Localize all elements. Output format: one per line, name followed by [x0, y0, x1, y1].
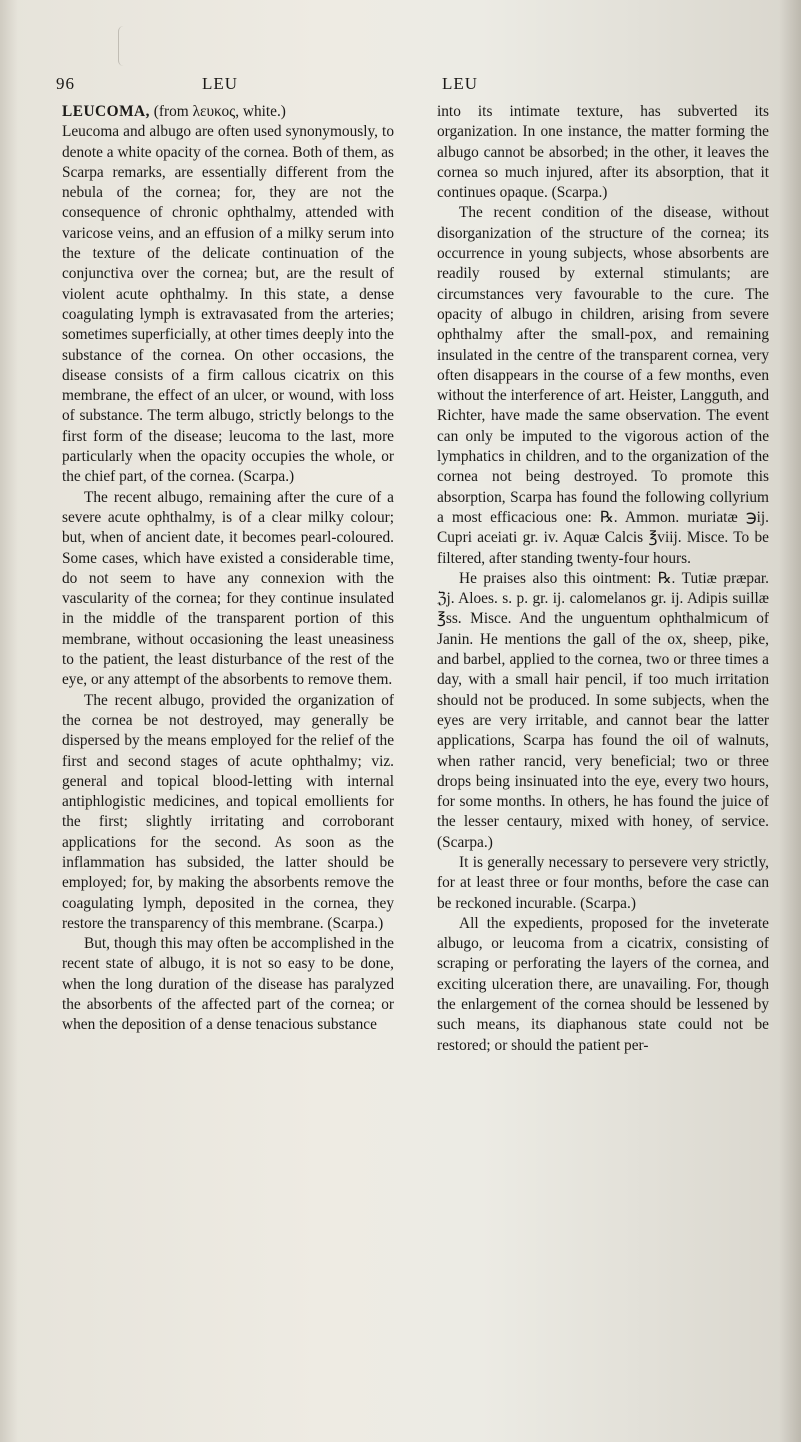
paragraph: But, though this may often be accomplished in the recent state of albugo, it is not so easy to be done, when the long duration of the disease has paralyzed the absorbents of the affected part of the cornea; or when the deposition of a dense tenacious substance — [62, 935, 394, 1034]
scan-shadow-left — [0, 0, 18, 1442]
ink-mark — [118, 26, 129, 66]
paragraph: Leucoma and albugo are often used synonymously, to denote a white opacity of the cornea. Both of them, as Scarpa remarks, are essentially different from the nebula of the cornea; for, they are not the consequence of chronic ophthalmy, attended with varicose veins, and an effusion of a milky serum into the texture of the delicate continuation of the conjunctiva over the cornea; but, are the result of violent acute ophthalmy. In this state, a dense coagulating lymph is extravasated from the arteries; sometimes superficially, at other times deeply into the substance of the cornea. On other occasions, the disease consists of a firm callous cicatrix on this membrane, the effect of an ulcer, or wound, with loss of substance. The term albugo, strictly belongs to the first form of the disease; leucoma to the last, more particularly when the opacity occupies the whole, or the chief part, of the cornea. (Scarpa.) — [62, 123, 394, 486]
paragraph: The recent albugo, remaining after the cure of a severe acute ophthalmy, is of a clear milky colour; but, when of ancient date, it becomes pearl-coloured. Some cases, which have existed a considerable time, do not seem to have any connexion with the vascularity of the cornea; for they continue insulated in the middle of the transparent portion of this membrane, without occasioning the least uneasiness to the patient, the least disturbance of the rest of the eye, or any attempt of the absorbents to remove them. — [62, 488, 394, 689]
paragraph: The recent albugo, provided the organization of the cornea be not destroyed, may generally be dispersed by the means employed for the relief of the first and second stages of acute ophthalmy; viz. general and topical blood-letting with internal antiphlogistic medicines, and topical emollients for the first; slightly irritating and corroborant applications for the second. As soon as the inflammation has subsided, the latter should be employed; for, by making the absorbents remove the coagulating lymph, deposited in the cornea, they restore the transparency of this membrane. (Scarpa.) — [62, 691, 394, 932]
running-head — [0, 74, 801, 96]
paragraph: All the expedients, proposed for the inveterate albugo, or leucoma from a cicatrix, consisting of scraping or perforating the layers of the cornea, and exciting ulceration there, are unavailing. For, though the enlargement of the cornea should be lessened by such means, its diaphanous state could not be restored; or should the patient per- — [437, 914, 769, 1054]
scan-shadow-right — [779, 0, 801, 1442]
page-number: 96 — [56, 74, 75, 93]
paragraph: He praises also this ointment: ℞. Tutiæ præpar. ℨj. Aloes. s. p. gr. ij. calomelanos gr. ij. Adipis suillæ ℥ss. Misce. And the unguentum ophthalmicum of Janin. He mentions the gall of the ox, sheep, pike, and barbel, applied to the cornea, two or three times a day, with a small hair pencil, if too much irritation should not be produced. In some subjects, when the eyes are very irritable, and cannot bear the latter applications, Scarpa has found the oil of walnuts, when rather rancid, very beneficial; two or three drops being insinuated into the eye, every two hours, for some months. In others, he has found the juice of the lesser centaury, mixed with honey, of service. (Scarpa.) — [437, 569, 769, 851]
paragraph: into its intimate texture, has subverted its organization. In one instance, the matter forming the albugo cannot be absorbed; in the other, it leaves the cornea so much injured, after its absorption, that it continues opaque. (Scarpa.) — [437, 103, 769, 202]
running-head-left: LEU — [202, 74, 239, 93]
headword: LEUCOMA, — [62, 103, 150, 120]
running-head-right: LEU — [442, 74, 479, 93]
paragraph: It is generally necessary to persevere very strictly, for at least three or four months, before the case can be reckoned incurable. (Scarpa.) — [437, 853, 769, 912]
entry-opening — [62, 102, 394, 122]
left-column — [62, 102, 394, 1036]
etymology: (from λευκος, white.) — [149, 103, 286, 120]
paragraph: The recent condition of the disease, without disorganization of the structure of the cornea; its occurrence in young subjects, whose absorbents are readily roused by external stimulants; are circumstances very favourable to the cure. The opacity of albugo in children, arising from severe ophthalmy after the small-pox, and remaining insulated in the centre of the transparent cornea, very often disappears in the course of a few months, even without the interference of art. Heister, Langguth, and Richter, have made the same observation. The event can only be imputed to the vigorous action of the lymphatics in children, and to the organization of the cornea not being destroyed. To promote this absorption, Scarpa has found the following collyrium a most efficacious one: ℞. Ammon. muriatæ ℈ij. Cupri aceiati gr. iv. Aquæ Calcis ℥viij. Misce. To be filtered, after standing twenty-four hours. — [437, 204, 769, 567]
right-column — [437, 102, 769, 1056]
